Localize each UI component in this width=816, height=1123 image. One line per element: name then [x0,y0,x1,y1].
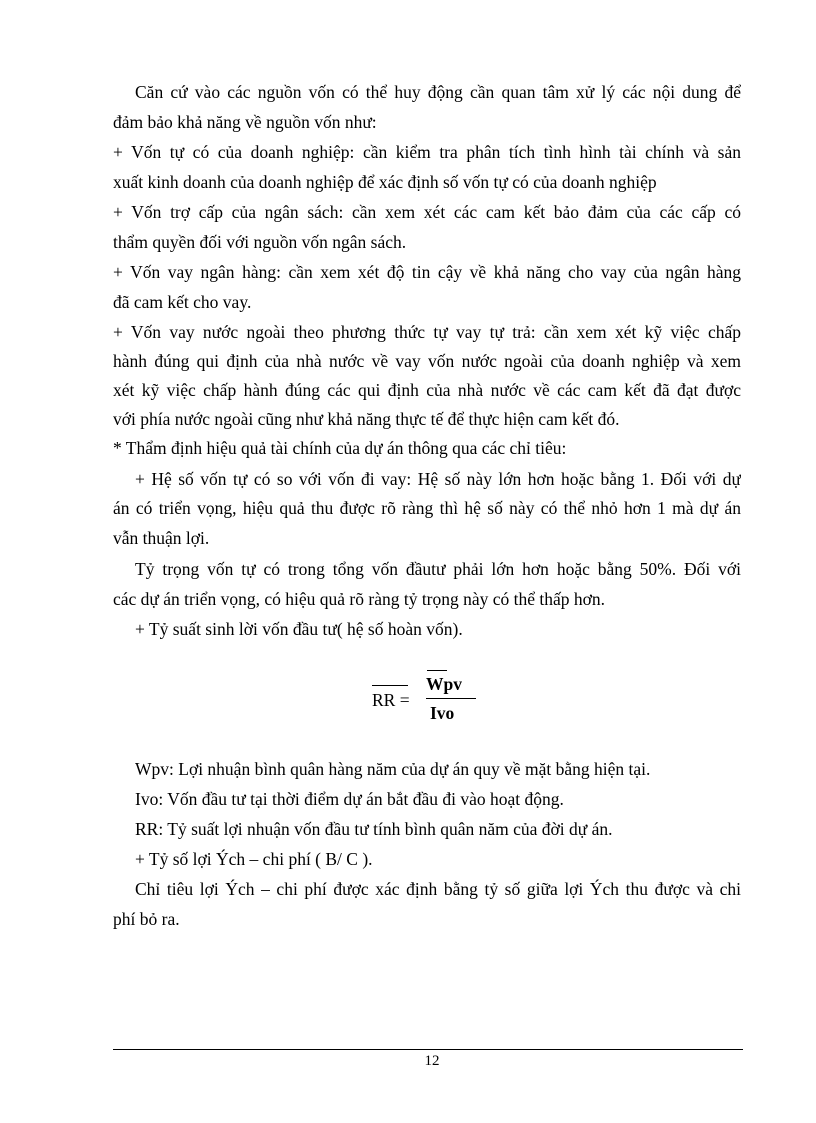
body-line: vẫn thuận lợi. [113,528,210,548]
body-line: án có triển vọng, hiệu quả thu được rõ ràng thì hệ số này có thể nhỏ hơn 1 mà dự án [113,498,741,518]
body-line: đã cam kết cho vay. [113,292,252,312]
body-line: * Thẩm định hiệu quả tài chính của dự án thông qua các chỉ tiêu: [113,438,567,458]
body-line: + Vốn vay ngân hàng: cần xem xét độ tin cậy về khả năng cho vay của ngân hàng [113,262,741,282]
definition-line: phí bỏ ra. [113,909,180,929]
body-line: với phía nước ngoài cũng như khả năng thực tế để thực hiện cam kết đó. [113,409,620,429]
page-number: 12 [424,1053,440,1069]
body-line: + Tỷ suất sinh lời vốn đầu tư( hệ số hoàn vốn). [135,619,463,639]
body-line: Căn cứ vào các nguồn vốn có thể huy động cần quan tâm xử lý các nội dung để [135,82,741,102]
formula-numerator: Wpv [426,674,462,694]
body-line: + Vốn vay nước ngoài theo phương thức tự vay tự trả: cần xem xét kỹ việc chấp [113,322,741,342]
definition-line: + Tỷ số lợi Ých – chi phí ( B/ C ). [135,849,373,869]
formula-lhs: RR = [372,690,410,710]
footer-rule [113,1049,743,1050]
definition-line: RR: Tỷ suất lợi nhuận vốn đầu tư tính bình quân năm của đời dự án. [135,819,613,839]
body-line: + Vốn trợ cấp của ngân sách: cần xem xét các cam kết bảo đảm của các cấp có [113,202,741,222]
definition-line: Ivo: Vốn đầu tư tại thời điểm dự án bắt đầu đi vào hoạt động. [135,789,564,809]
body-line: xuất kinh doanh của doanh nghiệp để xác định số vốn tự có của doanh nghiệp [113,172,657,192]
body-line: hành đúng qui định của nhà nước về vay vốn nước ngoài của doanh nghiệp và xem [113,351,741,371]
fraction-line [426,698,476,699]
numerator-overbar [427,670,447,671]
body-line: + Vốn tự có của doanh nghiệp: cần kiểm tra phân tích tình hình tài chính và sản [113,142,741,162]
formula-fraction [426,668,476,728]
body-line: xét kỹ việc chấp hành đúng các qui định của nhà nước về các cam kết đã đạt được [113,380,741,400]
definition-line: Wpv: Lợi nhuận bình quân hàng năm của dự án quy về mặt bằng hiện tại. [135,759,651,779]
definition-line: Chỉ tiêu lợi Ých – chi phí được xác định bằng tỷ số giữa lợi Ých thu được và chi [135,879,741,899]
rr-formula [372,668,492,728]
body-line: + Hệ số vốn tự có so với vốn đi vay: Hệ số này lớn hơn hoặc bằng 1. Đối với dự [135,469,741,489]
body-line: Tỷ trọng vốn tự có trong tổng vốn đầutư phải lớn hơn hoặc bằng 50%. Đối với [135,559,741,579]
rr-overbar [372,685,408,686]
body-line: các dự án triển vọng, có hiệu quả rõ ràng tỷ trọng này có thể thấp hơn. [113,589,606,609]
body-line: thẩm quyền đối với nguồn vốn ngân sách. [113,232,407,252]
formula-denominator: Ivo [430,703,455,723]
body-line: đảm bảo khả năng về nguồn vốn như: [113,112,377,132]
